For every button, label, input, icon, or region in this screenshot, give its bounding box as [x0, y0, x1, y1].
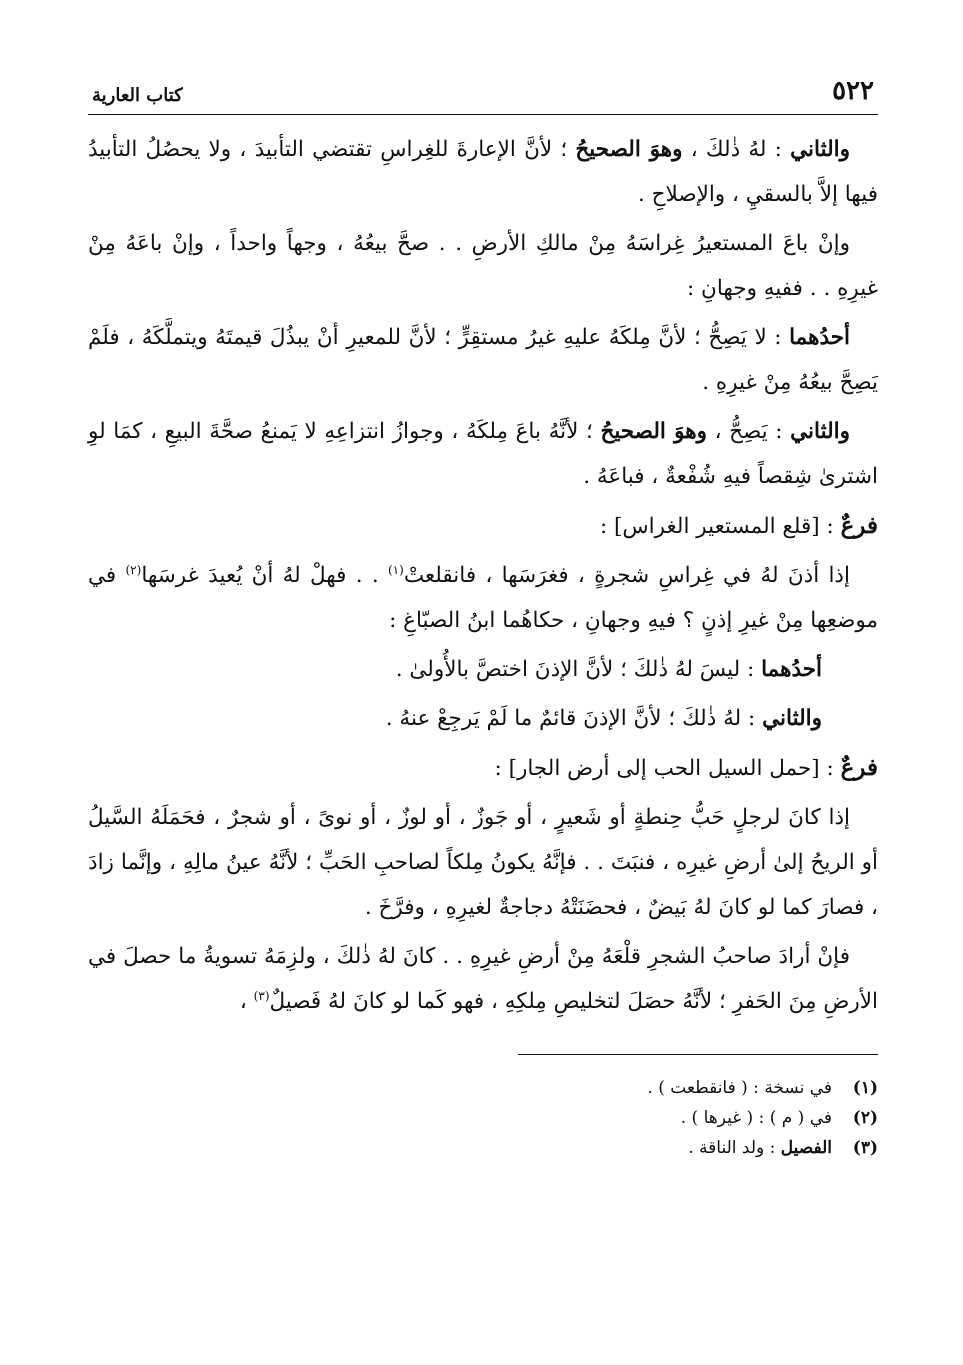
footnote-1-text: في نسخة : ( فانقطعت ) .	[647, 1078, 832, 1098]
footnote-3-number: (٣)	[852, 1138, 878, 1158]
paragraph-4-bold: وهوَ الصحيحُ	[600, 419, 707, 444]
footnote-divider	[518, 1054, 878, 1055]
section-2-title: : [حمل السيل الحب إلى أرض الجار] :	[494, 756, 841, 781]
paragraph-2: وإنْ باعَ المستعيرُ غِراسَهُ مِنْ مالكِ الأرضِ . . صحَّ بيعُهُ ، وجهاً واحداً ، وإنْ باعَهُ مِنْ غيرِهِ . . ففيهِ وجهانِ :	[88, 231, 878, 301]
paragraph-1-text-a: : لهُ ذٰلكَ ،	[682, 137, 791, 162]
section-2-paragraph-2-text-a: فإنْ أرادَ صاحبُ الشجرِ قلْعَهُ مِنْ أرضِ غيرِهِ . . كانَ لهُ ذٰلكَ ، ولزِمَهُ تسويةُ ما حصلَ في الأرضِ مِنَ الحَفرِ ؛ لأنَّهُ حصَلَ لتخليصِ مِلكِهِ ، فهو كَما لو كانَ لهُ فَصيلٌ	[88, 944, 878, 1014]
paragraph-4-text-a: : يَصِحُّ ،	[706, 419, 791, 444]
section-1-text-c: في موضعِها مِنْ غيرِ إذنٍ ؟ فيهِ وجهانِ ، حكاهُما ابنُ الصبّاغِ :	[88, 563, 878, 633]
page-number: ٥٢٢	[832, 76, 874, 106]
footnote-3-body	[688, 1133, 832, 1163]
paragraph-1	[88, 127, 878, 217]
footnote-1-number: (١)	[852, 1078, 878, 1098]
paragraph-4	[88, 409, 878, 499]
section-2-paragraph-2	[88, 934, 878, 1024]
paragraph-1-bold: وهوَ الصحيحُ	[575, 137, 683, 162]
paragraph-4-text-b: ؛ لأنَّهُ باعَ مِلكَهُ ، وجوازُ انتزاعِهِ لا يَمنعُ صحَّةَ البيعِ ، كمَا لوِ اشترىٰ شِقصاً فيهِ شُفْعةٌ ، فباعَهُ .	[88, 419, 878, 489]
section-2-heading	[88, 745, 878, 791]
footnote-2	[88, 1103, 878, 1133]
footnote-3-term: الفصيل	[780, 1138, 832, 1158]
section-1-title: : [قلع المستعير الغراس] :	[599, 514, 841, 539]
section-1-label: فرعٌ	[840, 512, 878, 539]
paragraph-3-lead: أحدُهما	[789, 325, 850, 350]
footnote-ref-1: (١)	[387, 562, 404, 577]
section-2-paragraph-1: إذا كانَ لرجلٍ حَبُّ حِنطةٍ أو شَعيرٍ ، أو جَوزٌ ، أو لوزٌ ، أو نوىً ، أو شجرٌ ، فحَمَلَهُ السَّيلُ أو الريحُ إلىٰ أرضِ غيرِه ، فنبَتَ . . فإنَّهُ يكونُ مِلكاً لصاحبِ الحَبِّ ؛ لأنَّهُ عينُ مالِهِ ، وإنَّما زادَ ، فصارَ كما لو كانَ لهُ بَيضٌ ، فحضَنَتْهُ دجاجةٌ لغيرِهِ ، وفرَّخَ .	[88, 805, 878, 920]
footnote-ref-3: (٣)	[253, 988, 270, 1003]
section-1-heading	[88, 503, 878, 549]
section-1-text-b: . . فهلْ لهُ أنْ يُعيدَ غرسَها	[141, 563, 388, 588]
footnote-ref-2: (٢)	[125, 562, 142, 577]
footnotes	[88, 1073, 878, 1163]
section-1-text-a: إذا أذنَ لهُ في غِراسِ شجرةٍ ، فغرَسَها ، فانقلعتْ	[403, 563, 850, 588]
footnote-3-text: : ولد الناقة .	[688, 1138, 781, 1158]
paragraph-1-lead: والثاني	[790, 137, 850, 162]
footnote-1	[88, 1073, 878, 1103]
section-2-label: فرعٌ	[840, 754, 878, 781]
section-1-paragraph	[88, 553, 878, 643]
body-text	[88, 127, 878, 1024]
section-1-option-2-text: : لهُ ذٰلكَ ؛ لأنَّ الإذنَ قائمٌ ما لَمْ يَرجِعْ عنهُ .	[385, 706, 763, 731]
section-1-option-1-text: : ليسَ لهُ ذٰلكَ ؛ لأنَّ الإذنَ اختصَّ بالأُولىٰ .	[395, 657, 762, 682]
document-page	[88, 70, 878, 1163]
footnote-3	[88, 1133, 878, 1163]
section-1-option-2-lead: والثاني	[762, 706, 822, 731]
footnote-2-text: في ( م ) : ( غيرها ) .	[680, 1108, 832, 1128]
book-title: كتاب العارية	[92, 85, 183, 106]
section-1-option-1-lead: أحدُهما	[761, 657, 822, 682]
paragraph-1-text-b: ؛ لأنَّ الإعارةَ للغِراسِ تقتضي التأبيدَ ، ولا يحصُلُ التأبيدُ فيها إلاَّ بالسقيِ ، والإصلاحِ .	[88, 137, 878, 207]
running-head	[88, 70, 878, 115]
paragraph-3-text: : لا يَصِحُّ ؛ لأنَّ مِلكَهُ عليهِ غيرُ مستقِرٍّ ؛ لأنَّ للمعيرِ أنْ يبذُلَ قيمتَهُ ويتملَّكَهُ ، فلَمْ يَصِحَّ بيعُهُ مِنْ غيرِهِ .	[88, 325, 878, 395]
footnote-2-number: (٢)	[852, 1108, 878, 1128]
section-1-option-2	[88, 696, 878, 741]
paragraph-3	[88, 315, 878, 405]
section-1-option-1	[88, 647, 878, 692]
paragraph-4-lead: والثاني	[790, 419, 850, 444]
section-2-paragraph-2-text-b: ،	[239, 989, 254, 1014]
